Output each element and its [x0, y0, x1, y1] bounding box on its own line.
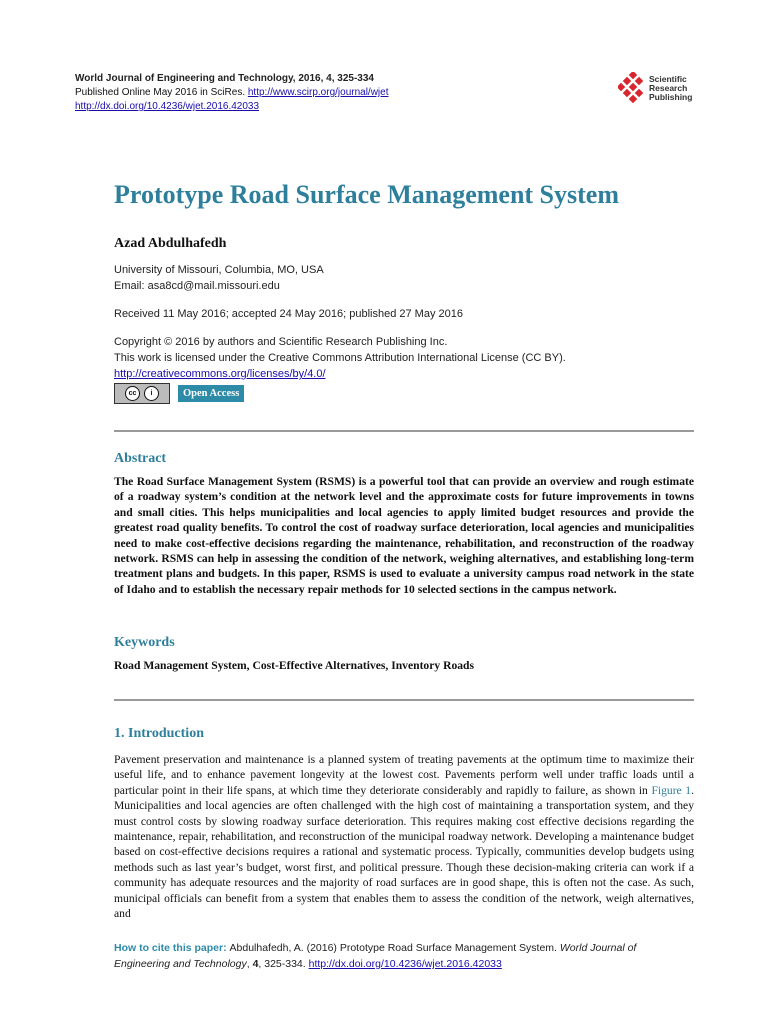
figure-1-link[interactable]: Figure 1 [651, 783, 692, 797]
cc-by-badge-icon[interactable] [114, 383, 170, 404]
copyright-line: Copyright © 2016 by authors and Scientific Research Publishing Inc. [114, 336, 448, 348]
publisher-name-line3: Publishing [649, 91, 693, 102]
author-email: Email: asa8cd@mail.missouri.edu [114, 280, 280, 292]
published-prefix: Published Online May 2016 in SciRes. [75, 87, 248, 98]
author-block [114, 236, 324, 294]
citation-pages: , 325-334. [258, 958, 309, 970]
header-doi-link[interactable]: http://dx.doi.org/10.4236/wjet.2016.42033 [75, 101, 260, 112]
citation-block: How to cite this paper: Abdulhafedh, A. (2016) Prototype Road Surface Management System. World Journal of Engineering and Technology, 4, 325-334. http://dx.doi.org/10.4236/wjet.2016.42033 [114, 942, 637, 970]
abstract-heading: Abstract [114, 451, 167, 466]
open-access-badge: Open Access [178, 385, 244, 402]
license-url-link[interactable]: http://creativecommons.org/licenses/by/4.0/ [114, 368, 326, 380]
intro-text-part2: . Municipalities and local agencies are often challenged with the high cost of maintaining a transportation system, and they must control costs by slowing roadway surface deterioration. This requires making cost effective decisions regarding the maintenance, repair, rehabilitation, and reconstruction of the municipal roadway network. Developing a maintenance budget based on cost-effective decisions requires a rational and systematic process. Typically, communities develop budgets using methods such as last year’s budget, worst first, and political pressure. Though these decision-making criteria can work if a community has adequate resources and the majority of road surfaces are in good shape, this is often not the case. As such, municipal officials can benefit from a system that enables them to assess the condition of the network, weigh alternatives, and [114, 783, 694, 921]
section-divider-top [114, 430, 694, 432]
publisher-logo [618, 72, 692, 104]
copyright-block [114, 334, 566, 382]
by-icon: i [144, 386, 159, 401]
citation-doi-link[interactable]: http://dx.doi.org/10.4236/wjet.2016.42033 [308, 958, 502, 970]
publication-dates: Received 11 May 2016; accepted 24 May 2016; published 27 May 2016 [114, 308, 463, 320]
license-line: This work is licensed under the Creative Commons Attribution International License (CC BY). [114, 352, 566, 364]
keywords-body: Road Management System, Cost-Effective Alternatives, Inventory Roads [114, 659, 475, 672]
publisher-name-line1: Scientific [649, 73, 687, 84]
scirp-logo-icon [618, 72, 646, 104]
journal-citation-line: World Journal of Engineering and Technology, 2016, 4, 325-334 [75, 73, 374, 84]
intro-text-part1: Pavement preservation and maintenance is a planned system of treating pavements at the optimum time to maximize their useful life, and to enhance pavement longevity at the lowest cost. Pavements perform well under traffic loads until a particular point in their life spans, at which time they deteriorate considerably and rapidly to failure, as shown in [114, 753, 694, 797]
citation-volume: 4 [252, 958, 259, 970]
journal-header [75, 72, 389, 114]
abstract-body: The Road Surface Management System (RSMS) is a powerful tool that can provide an overview and rough estimate of a roadway system’s condition at the network level and the approximate costs for future improvements in towns and small cities. This helps municipalities and local agencies to apply limited budget resources and provide the greatest road quality benefits. To control the cost of roadway surface deterioration, local agencies and municipalities need to make cost-effective decisions regarding the maintenance, rehabilitation, and reconstruction of the roadway network. RSMS can help in assessing the condition of the network, weighing alternatives, and establishing long-term treatment plans and budgets. In this paper, RSMS is used to evaluate a university campus road network in the state of Idaho and to establish the necessary repair methods for 10 selected sections in the campus network. [114, 475, 694, 596]
author-affiliation: University of Missouri, Columbia, MO, USA [114, 264, 324, 276]
paper-title: Prototype Road Surface Management System [114, 180, 619, 209]
publisher-name [649, 75, 692, 102]
citation-label: How to cite this paper: [114, 942, 230, 954]
citation-journal: World Journal of Engineering and Technology [114, 942, 637, 970]
cc-icon: cc [125, 386, 140, 401]
publisher-name-line2: Research [649, 82, 688, 93]
citation-text: Abdulhafedh, A. (2016) Prototype Road Surface Management System. [229, 942, 560, 954]
introduction-heading: 1. Introduction [114, 726, 204, 741]
author-name: Azad Abdulhafedh [114, 236, 227, 251]
license-badges [114, 383, 244, 404]
section-divider-bottom [114, 699, 694, 701]
journal-url-link[interactable]: http://www.scirp.org/journal/wjet [247, 87, 389, 98]
keywords-heading: Keywords [114, 635, 175, 650]
published-online-line [75, 86, 389, 100]
introduction-body [114, 752, 694, 921]
